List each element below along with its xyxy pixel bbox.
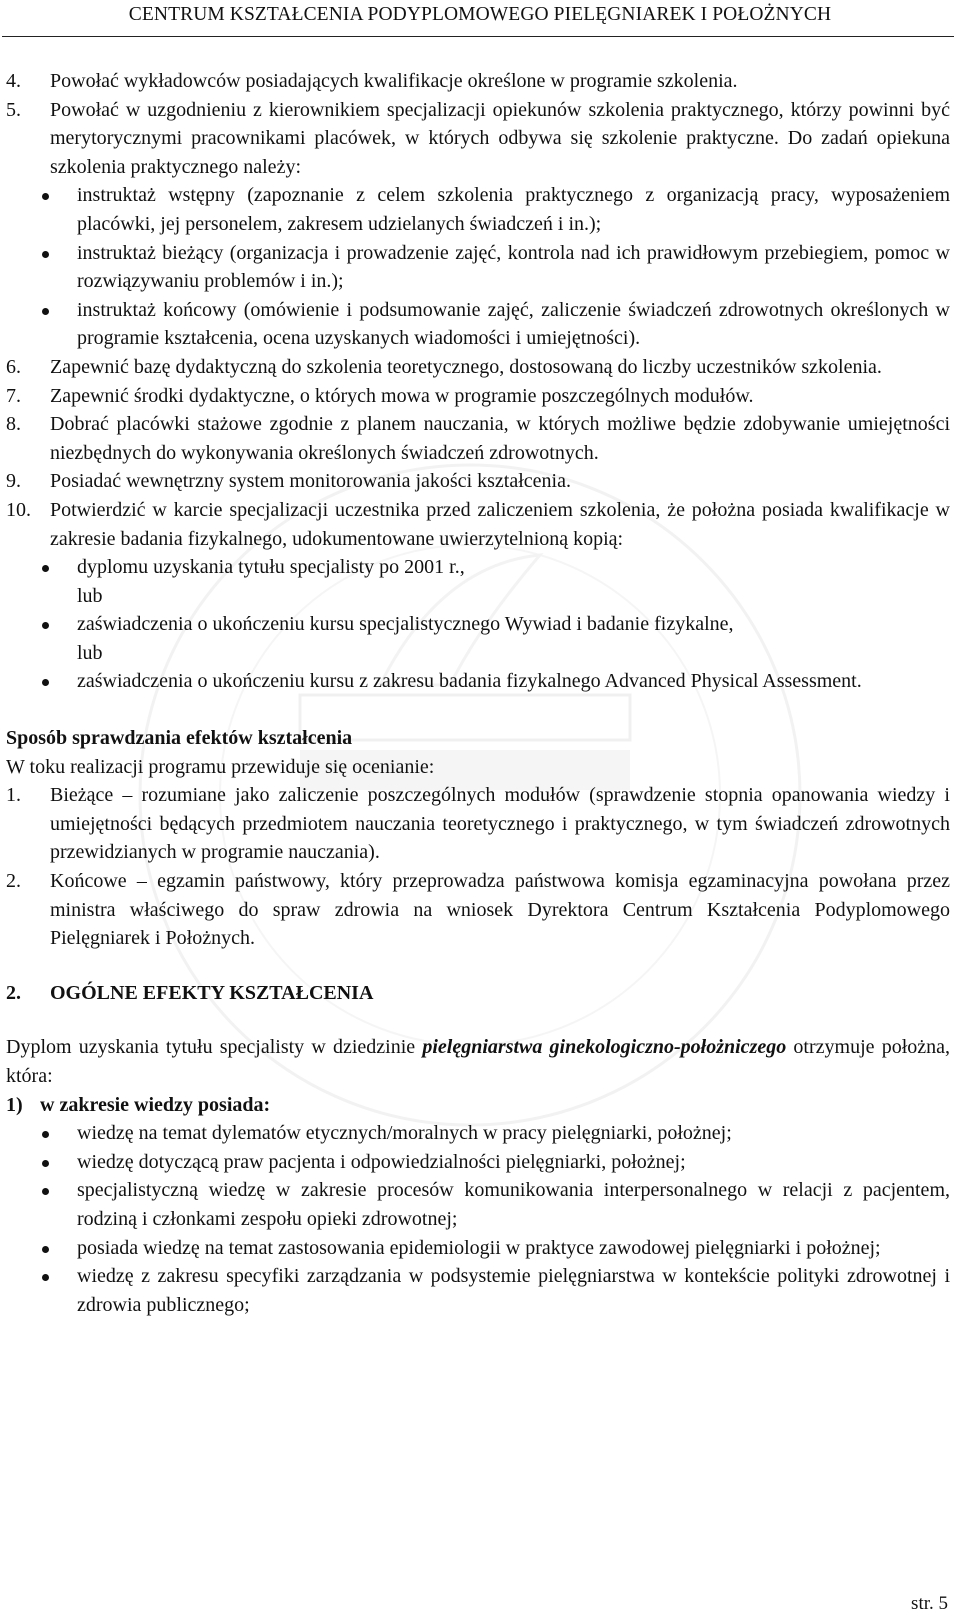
list-item: [6, 867, 950, 953]
intro-emphasis: pielęgniarstwa ginekologiczno-położniczego: [422, 1036, 787, 1059]
bullet-text: zaświadczenia o ukończeniu kursu specjalistycznego Wywiad i badanie fizykalne,: [77, 613, 734, 636]
item-number: 1.: [6, 784, 21, 807]
bullet-icon: [42, 251, 49, 258]
list-item: [6, 410, 950, 467]
subsection-heading: [6, 1091, 950, 1120]
bullet-icon: [42, 1131, 49, 1138]
section-intro: [6, 1033, 950, 1090]
item-number: 9.: [6, 470, 21, 493]
bullet-icon: [42, 1274, 49, 1281]
bullet-item: [6, 1119, 950, 1148]
bullet-text: specjalistyczną wiedzę w zakresie procesów komunikowania interpersonalnego w relacji z pacjentem, rodziną i członkami zespołu opieki zdrowotnej;: [77, 1179, 950, 1230]
item-text: Powołać w uzgodnieniu z kierownikiem specjalizacji opiekunów szkolenia praktycznego, którzy powinni być merytorycznymi pracownikami placówek, w których odbywa się szkolenie praktyczne. Do zadań opiekuna szkolenia praktycznego należy:: [50, 98, 950, 178]
section-heading: [6, 979, 950, 1008]
item-text: Końcowe – egzamin państwowy, który przeprowadza państwowa komisja egzaminacyjna powołana przez ministra właściwego do spraw zdrowia na wniosek Dyrektora Centrum Kształcenia Podyplomowego Pielęgniarek i Położnych.: [50, 870, 950, 950]
item-number: 2.: [6, 870, 21, 893]
bullet-item: [6, 1148, 950, 1177]
bullet-icon: [42, 193, 49, 200]
list-item: [6, 467, 950, 496]
spacer: [6, 953, 950, 979]
section-number: 2.: [6, 981, 21, 1004]
section-intro: W toku realizacji programu przewiduje się ocenianie:: [6, 755, 435, 778]
bullet-item: [6, 181, 950, 238]
bullet-icon: [42, 1160, 49, 1167]
item-number: 5.: [6, 98, 21, 121]
list-item: [6, 353, 950, 382]
document-header: CENTRUM KSZTAŁCENIA PODYPLOMOWEGO PIELĘGNIAREK I POŁOŻNYCH: [128, 4, 832, 25]
item-text: Powołać wykładowców posiadających kwalifikacje określone w programie szkolenia.: [50, 70, 738, 92]
sposob-title: Sposób sprawdzania efektów kształcenia: [6, 727, 353, 750]
section-title: [6, 724, 950, 753]
page-number: str. 5: [911, 1593, 948, 1614]
bullet-text: wiedzę na temat dylematów etycznych/moralnych w pracy pielęgniarki, położnej;: [77, 1122, 732, 1145]
bullet-text: zaświadczenia o ukończeniu kursu z zakresu badania fizykalnego Advanced Physical Assessment.: [77, 670, 862, 693]
item-number: 8.: [6, 413, 21, 436]
section-heading-text: OGÓLNE EFEKTY KSZTAŁCENIA: [50, 981, 374, 1004]
list-item: [6, 382, 950, 411]
bullet-icon: [42, 1188, 49, 1195]
item-number: 7.: [6, 384, 21, 407]
bullet-item: [6, 1234, 950, 1263]
bullet-icon: [42, 679, 49, 686]
subsection-title: w zakresie wiedzy posiada:: [40, 1093, 271, 1116]
bullet-icon: [42, 1246, 49, 1253]
document-body: [6, 67, 950, 1319]
bullet-item: [6, 667, 950, 696]
item-text: Zapewnić środki dydaktyczne, o których mowa w programie poszczególnych modułów.: [50, 384, 754, 407]
bullet-item: [6, 610, 950, 639]
list-item: [6, 96, 950, 182]
bullet-text: wiedzę dotyczącą praw pacjenta i odpowiedzialności pielęgniarki, położnej;: [77, 1150, 686, 1173]
bullet-text: posiada wiedzę na temat zastosowania epidemiologii w praktyce zawodowej pielęgniarki i położnej;: [77, 1236, 881, 1259]
bullet-text: dyplomu uzyskania tytułu specjalisty po 2001 r.,: [77, 556, 465, 579]
intro-after: otrzymuje położna, która:: [6, 1036, 951, 1087]
item-text: Zapewnić bazę dydaktyczną do szkolenia teoretycznego, dostosowaną do liczby uczestników szkolenia.: [50, 355, 882, 378]
bullet-item: [6, 239, 950, 296]
bullet-text: instruktaż bieżący (organizacja i prowadzenie zajęć, kontrola nad ich prawidłowym przebiegiem, pomoc w rozwiązywaniu problemów i in.);: [77, 241, 950, 293]
bullet-item: [6, 296, 950, 353]
spacer: [6, 696, 950, 724]
item-number: 10.: [6, 498, 31, 521]
item-text: Posiadać wewnętrzny system monitorowania jakości kształcenia.: [50, 470, 571, 493]
bullet-icon: [42, 622, 49, 629]
bullet-connector: lub: [77, 584, 103, 607]
bullet-connector: lub: [77, 641, 103, 664]
bullet-item: [6, 1176, 950, 1233]
spacer: [6, 1007, 950, 1033]
item-text: Potwierdzić w karcie specjalizacji uczestnika przed zaliczeniem szkolenia, że położna posiada kwalifikacje w zakresie badania fizykalnego, udokumentowane uwierzytelnioną kopią:: [50, 498, 950, 550]
item-text: Bieżące – rozumiane jako zaliczenie poszczególnych modułów (sprawdzenie stopnia opanowania wiedzy i umiejętności będących przedmiotem nauczania teoretycznego i praktycznego, w tym świadczeń zdrowotnych przewidzianych w programie nauczania).: [50, 784, 950, 864]
subsection-number: 1): [6, 1093, 23, 1116]
item-number: 6.: [6, 355, 21, 378]
list-item: [6, 781, 950, 867]
bullet-icon: [42, 565, 49, 572]
bullet-icon: [42, 308, 49, 315]
bullet-text: instruktaż wstępny (zapoznanie z celem szkolenia praktycznego z organizacją pracy, wyposażeniem placówki, jej personelem, zakresem udzielanych świadczeń i in.);: [77, 184, 950, 235]
item-number: 4.: [6, 70, 21, 92]
item-text: Dobrać placówki stażowe zgodnie z planem nauczania, w których możliwe będzie zdobywanie umiejętności niezbędnych do wykonywania określonych świadczeń zdrowotnych.: [50, 413, 950, 464]
list-item: [6, 496, 950, 553]
intro-before: Dyplom uzyskania tytułu specjalisty w dziedzinie: [6, 1036, 416, 1059]
bullet-item: [6, 1262, 950, 1319]
bullet-text: wiedzę z zakresu specyfiki zarządzania w podsystemie pielęgniarstwa w kontekście polityki zdrowotnej i zdrowia publicznego;: [77, 1265, 950, 1316]
header-divider: [2, 36, 954, 37]
bullet-text: instruktaż końcowy (omówienie i podsumowanie zajęć, zaliczenie świadczeń zdrowotnych określonych w programie kształcenia, ocena uzyskanych wiadomości i umiejętności).: [77, 298, 950, 350]
list-item: [6, 67, 950, 96]
bullet-item: [6, 553, 950, 582]
